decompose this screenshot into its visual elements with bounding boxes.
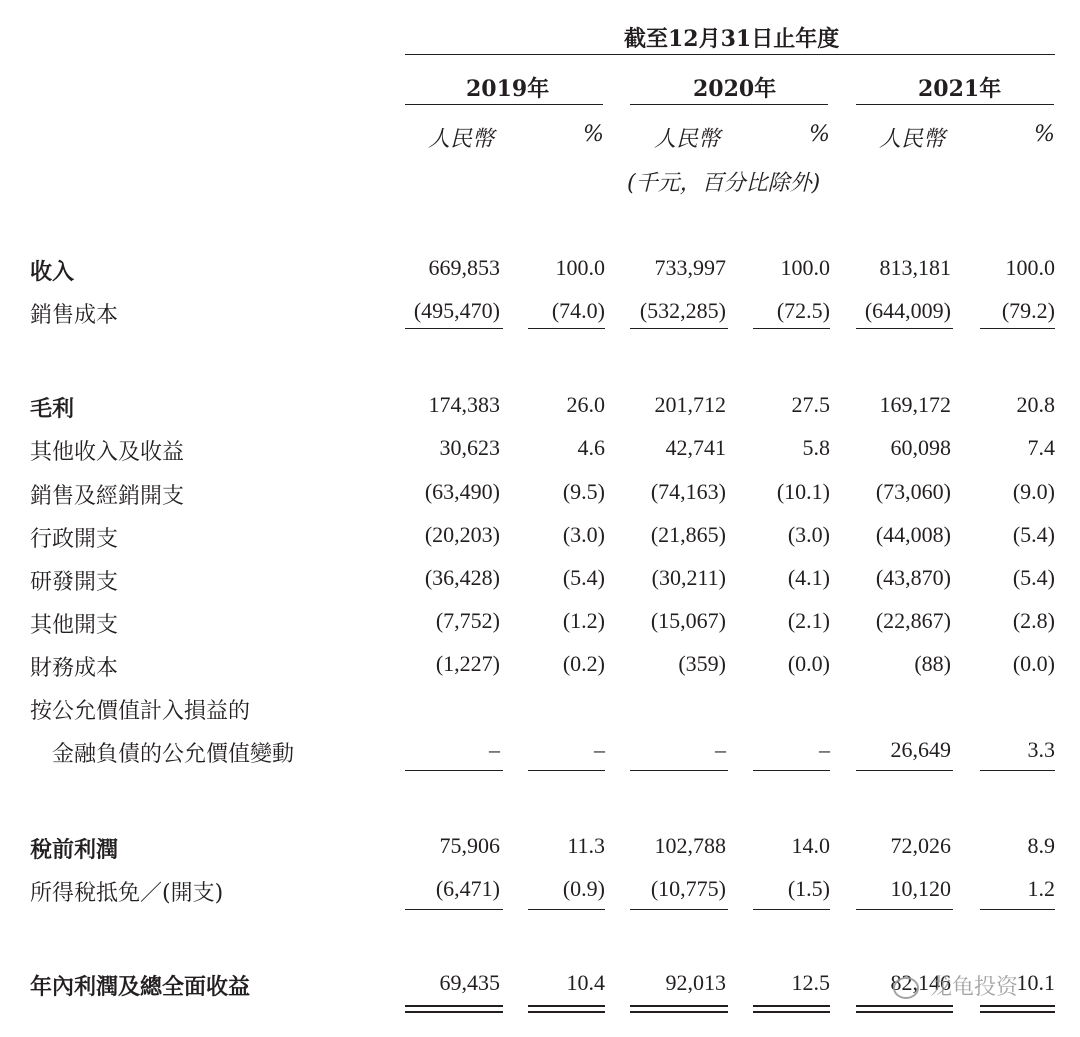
cell-value: 100.0 <box>1005 255 1055 280</box>
row-label: 金融負債的公允價值變動 <box>52 742 295 767</box>
cell-value: 27.5 <box>791 392 830 417</box>
cell-value: 26.0 <box>566 392 605 417</box>
total-double-rule <box>753 1005 830 1013</box>
percent-2021: % <box>1034 122 1055 147</box>
cell-value: 174,383 <box>428 392 500 417</box>
row-label: 按公允價值計入損益的 <box>30 699 251 724</box>
total-double-rule <box>405 1005 503 1013</box>
subtotal-rule <box>528 909 605 910</box>
total-double-rule <box>980 1005 1055 1013</box>
cell-value: (4.1) <box>787 565 830 590</box>
row-label: 研發開支 <box>30 570 119 595</box>
period-underline <box>405 54 1055 55</box>
cell-value: 69,435 <box>439 970 500 995</box>
cell-value: (9.0) <box>1012 479 1055 504</box>
cell-value: (73,060) <box>875 479 951 504</box>
cell-value: (7,752) <box>435 608 500 633</box>
cell-value: (88) <box>914 651 951 676</box>
cell-value: (21,865) <box>650 522 726 547</box>
cell-value: 12.5 <box>791 970 830 995</box>
cell-value: 20.8 <box>1016 392 1055 417</box>
cell-value: 1.2 <box>1027 876 1055 901</box>
total-double-rule <box>856 1005 953 1013</box>
cell-value: (30,211) <box>651 565 726 590</box>
row-label: 收入 <box>30 259 75 285</box>
row-label: 稅前利潤 <box>30 837 119 863</box>
subtotal-rule <box>980 770 1055 771</box>
cell-value: 82,146 <box>890 970 951 995</box>
currency-2021: 人民幣 <box>879 127 946 152</box>
cell-value: (5.4) <box>562 565 605 590</box>
cell-value: 92,013 <box>665 970 726 995</box>
cell-value: 72,026 <box>890 833 951 858</box>
cell-value: – <box>489 737 500 762</box>
subtotal-rule <box>856 770 953 771</box>
cell-value: 14.0 <box>791 833 830 858</box>
cell-value: 733,997 <box>654 255 726 280</box>
cell-value: – <box>715 737 726 762</box>
cell-value: 5.8 <box>802 435 830 460</box>
cell-value: (495,470) <box>413 298 500 323</box>
cell-value: (5.4) <box>1012 565 1055 590</box>
subtotal-rule <box>856 909 953 910</box>
cell-value: 11.3 <box>567 833 605 858</box>
year-2019-underline <box>405 104 603 105</box>
row-label: 其他收入及收益 <box>30 440 185 465</box>
cell-value: 4.6 <box>577 435 605 460</box>
cell-value: (20,203) <box>424 522 500 547</box>
cell-value: (0.0) <box>1012 651 1055 676</box>
subtotal-rule <box>753 909 830 910</box>
cell-value: (43,870) <box>875 565 951 590</box>
cell-value: (359) <box>678 651 726 676</box>
row-label: 年內利潤及總全面收益 <box>30 974 251 1000</box>
subtotal-rule <box>980 328 1055 329</box>
subtotal-rule <box>753 770 830 771</box>
cell-value: 813,181 <box>879 255 951 280</box>
cell-value: 10.4 <box>566 970 605 995</box>
year-2019-header: 2019年 <box>466 76 550 102</box>
total-double-rule <box>528 1005 605 1013</box>
row-label: 銷售及經銷開支 <box>30 484 185 509</box>
subtotal-rule <box>405 770 503 771</box>
cell-value: (74,163) <box>650 479 726 504</box>
row-label: 財務成本 <box>30 656 119 681</box>
cell-value: (2.8) <box>1012 608 1055 633</box>
cell-value: 8.9 <box>1027 833 1055 858</box>
subtotal-rule <box>528 328 605 329</box>
period-header: 截至12月31日止年度 <box>624 26 840 52</box>
cell-value: (44,008) <box>875 522 951 547</box>
cell-value: 201,712 <box>654 392 726 417</box>
cell-value: 75,906 <box>439 833 500 858</box>
cell-value: 100.0 <box>555 255 605 280</box>
cell-value: (22,867) <box>875 608 951 633</box>
cell-value: (1.2) <box>562 608 605 633</box>
cell-value: (1.5) <box>787 876 830 901</box>
cell-value: (1,227) <box>435 651 500 676</box>
percent-2020: % <box>809 122 830 147</box>
row-label: 毛利 <box>30 396 75 422</box>
cell-value: (10,775) <box>650 876 726 901</box>
cell-value: (2.1) <box>787 608 830 633</box>
cell-value: 3.3 <box>1027 737 1055 762</box>
cell-value: 26,649 <box>890 737 951 762</box>
cell-value: 669,853 <box>428 255 500 280</box>
percent-2019: % <box>583 122 604 147</box>
subtotal-rule <box>630 328 728 329</box>
subtotal-rule <box>630 770 728 771</box>
cell-value: 102,788 <box>654 833 726 858</box>
cell-value: (74.0) <box>551 298 605 323</box>
cell-value: (644,009) <box>864 298 951 323</box>
subtotal-rule <box>528 770 605 771</box>
cell-value: (15,067) <box>650 608 726 633</box>
subtotal-rule <box>856 328 953 329</box>
watermark-text: 龙龟投资 <box>930 975 1019 1000</box>
cell-value: (63,490) <box>424 479 500 504</box>
cell-value: – <box>594 737 605 762</box>
cell-value: 42,741 <box>665 435 726 460</box>
cell-value: 10,120 <box>890 876 951 901</box>
subtotal-rule <box>630 909 728 910</box>
subtotal-rule <box>980 909 1055 910</box>
cell-value: 100.0 <box>780 255 830 280</box>
row-label: 行政開支 <box>30 527 119 552</box>
cell-value: (6,471) <box>435 876 500 901</box>
year-2021-underline <box>856 104 1054 105</box>
cell-value: – <box>819 737 830 762</box>
year-2020-header: 2020年 <box>693 76 777 102</box>
cell-value: (0.9) <box>562 876 605 901</box>
cell-value: 169,172 <box>879 392 951 417</box>
cell-value: (10.1) <box>776 479 830 504</box>
cell-value: 7.4 <box>1027 435 1055 460</box>
cell-value: (3.0) <box>787 522 830 547</box>
unit-note: (千元，百分比除外) <box>627 171 821 196</box>
row-label: 所得稅抵免／(開支) <box>30 881 224 906</box>
wechat-icon <box>893 977 919 999</box>
cell-value: (72.5) <box>776 298 830 323</box>
cell-value: (5.4) <box>1012 522 1055 547</box>
subtotal-rule <box>753 328 830 329</box>
currency-2019: 人民幣 <box>428 127 495 152</box>
total-double-rule <box>630 1005 728 1013</box>
row-label: 銷售成本 <box>30 303 119 328</box>
cell-value: (9.5) <box>562 479 605 504</box>
currency-2020: 人民幣 <box>654 127 721 152</box>
subtotal-rule <box>405 909 503 910</box>
year-2021-header: 2021年 <box>918 76 1002 102</box>
cell-value: 10.1 <box>1016 970 1055 995</box>
cell-value: (79.2) <box>1001 298 1055 323</box>
year-2020-underline <box>630 104 828 105</box>
cell-value: (0.0) <box>787 651 830 676</box>
cell-value: (0.2) <box>562 651 605 676</box>
cell-value: 30,623 <box>439 435 500 460</box>
cell-value: 60,098 <box>890 435 951 460</box>
cell-value: (532,285) <box>639 298 726 323</box>
subtotal-rule <box>405 328 503 329</box>
row-label: 其他開支 <box>30 613 119 638</box>
cell-value: (36,428) <box>424 565 500 590</box>
watermark <box>890 970 1019 1001</box>
cell-value: (3.0) <box>562 522 605 547</box>
